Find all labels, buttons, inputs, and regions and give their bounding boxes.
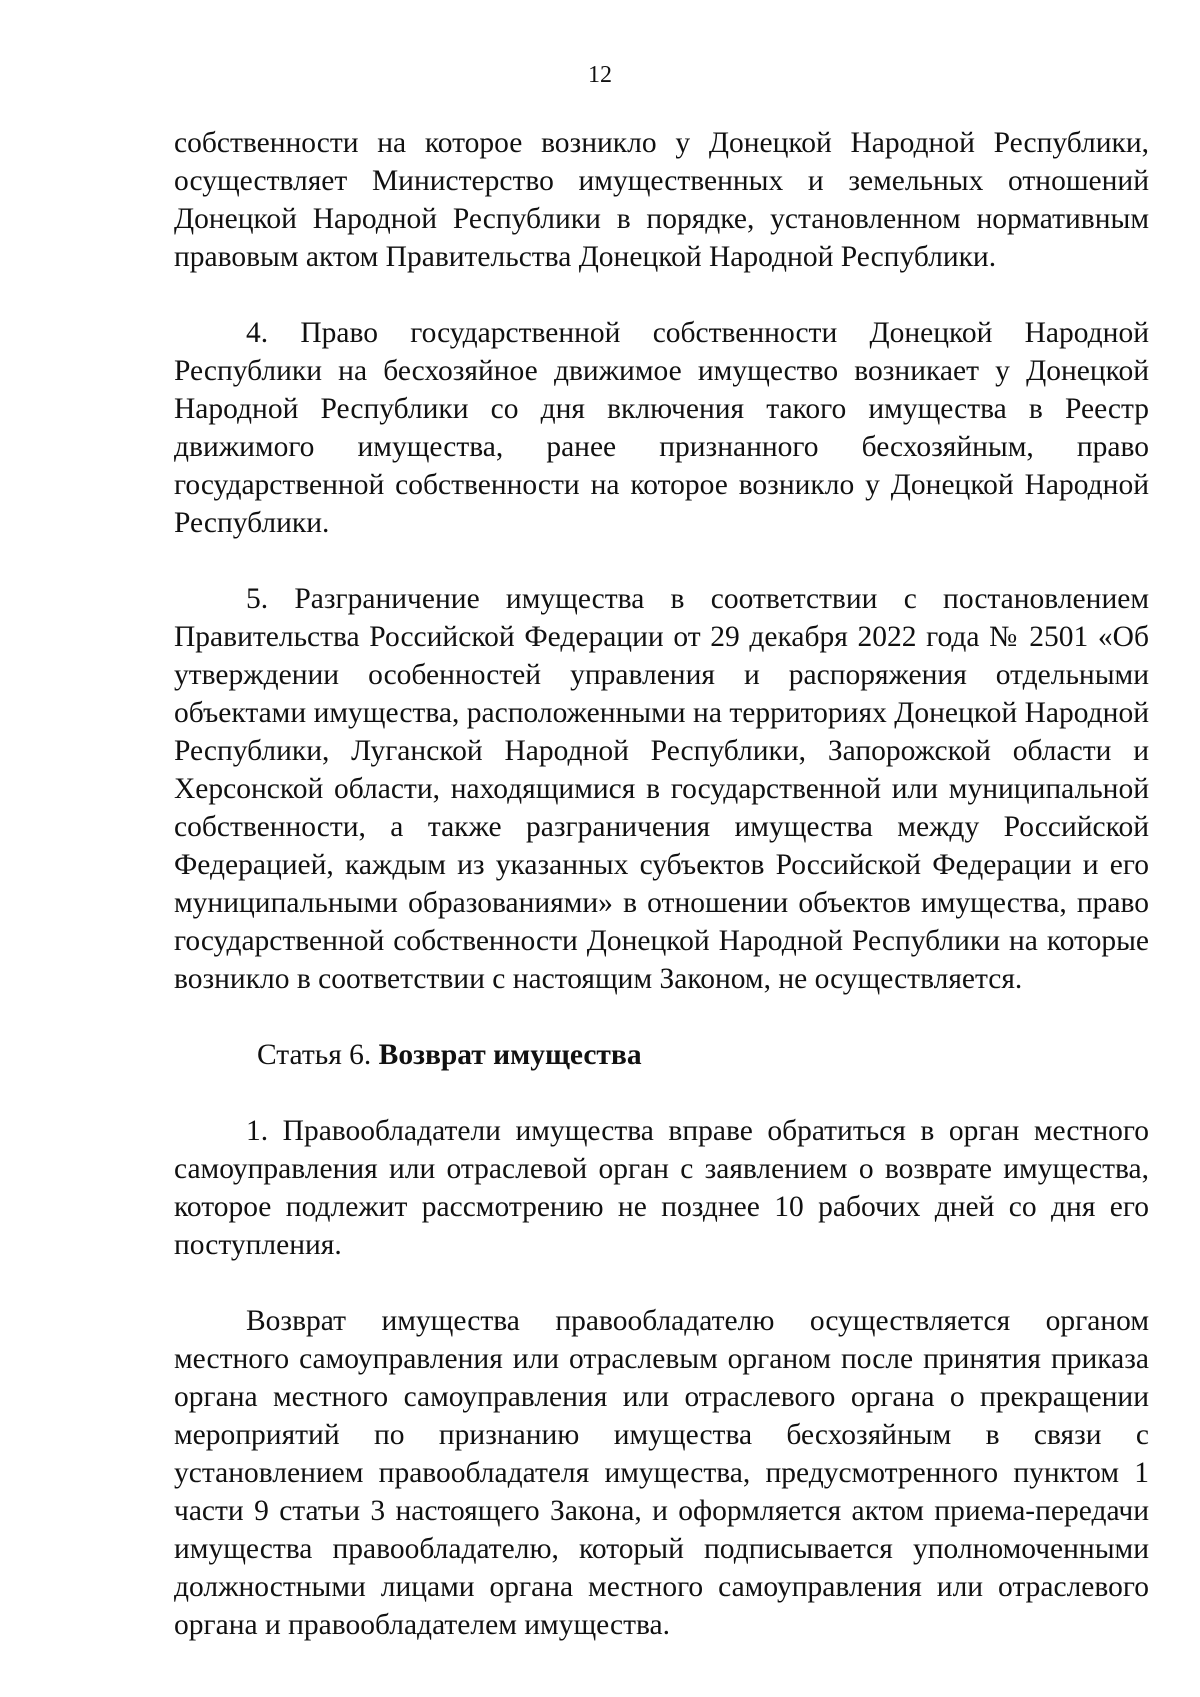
paragraph-continuation: собственности на которое возникло у Донецкой Народной Республики, осуществляет Министерство имущественных и земельных отношений Донецкой Народной Республики в порядке, установленном нормативным правовым актом Правительства Донецкой Народной Республики. — [174, 127, 1149, 273]
document-body — [174, 124, 1149, 1644]
paragraph-item-5: 5. Разграничение имущества в соответствии с постановлением Правительства Российской Федерации от 29 декабря 2022 года № 2501 «Об утверждении особенностей управления и распоряжения отдельными объектами имущества, расположенными на территориях Донецкой Народной Республики, Луганской Народной Республики, Запорожской области и Херсонской области, находящимися в государственной или муниципальной собственности, а также разграничения имущества между Российской Федерацией, каждым из указанных субъектов Российской Федерации и его муниципальными образованиями» в отношении объектов имущества, право государственной собственности Донецкой Народной Республики на которые возникло в соответствии с настоящим Законом, не осуществляется. — [174, 583, 1149, 995]
paragraph-item-4: 4. Право государственной собственности Донецкой Народной Республики на бесхозяйное движимое имущество возникает у Донецкой Народной Республики со дня включения такого имущества в Реестр движимого имущества, ранее признанного бесхозяйным, право государственной собственности на которое возникло у Донецкой Народной Республики. — [174, 317, 1149, 539]
paragraph-article6-return: Возврат имущества правообладателю осуществляется органом местного самоуправления или отраслевым органом после принятия приказа органа местного самоуправления или отраслевого органа о прекращении мероприятий по признанию имущества бесхозяйным в связи с установлением правообладателя имущества, предусмотренного пунктом 1 части 9 статьи 3 настоящего Закона, и оформляется актом приема-передачи имущества правообладателю, который подписывается уполномоченными должностными лицами органа местного самоуправления или отраслевого органа и правообладателем имущества. — [174, 1305, 1149, 1641]
article-prefix: Статья 6. — [257, 1039, 372, 1071]
page-number: 12 — [588, 62, 612, 88]
article-heading — [174, 1036, 1149, 1074]
paragraph-article6-item-1: 1. Правообладатели имущества вправе обратиться в орган местного самоуправления или отраслевой орган с заявлением о возврате имущества, которое подлежит рассмотрению не позднее 10 рабочих дней со дня его поступления. — [174, 1115, 1149, 1261]
article-title: Возврат имущества — [378, 1039, 642, 1071]
